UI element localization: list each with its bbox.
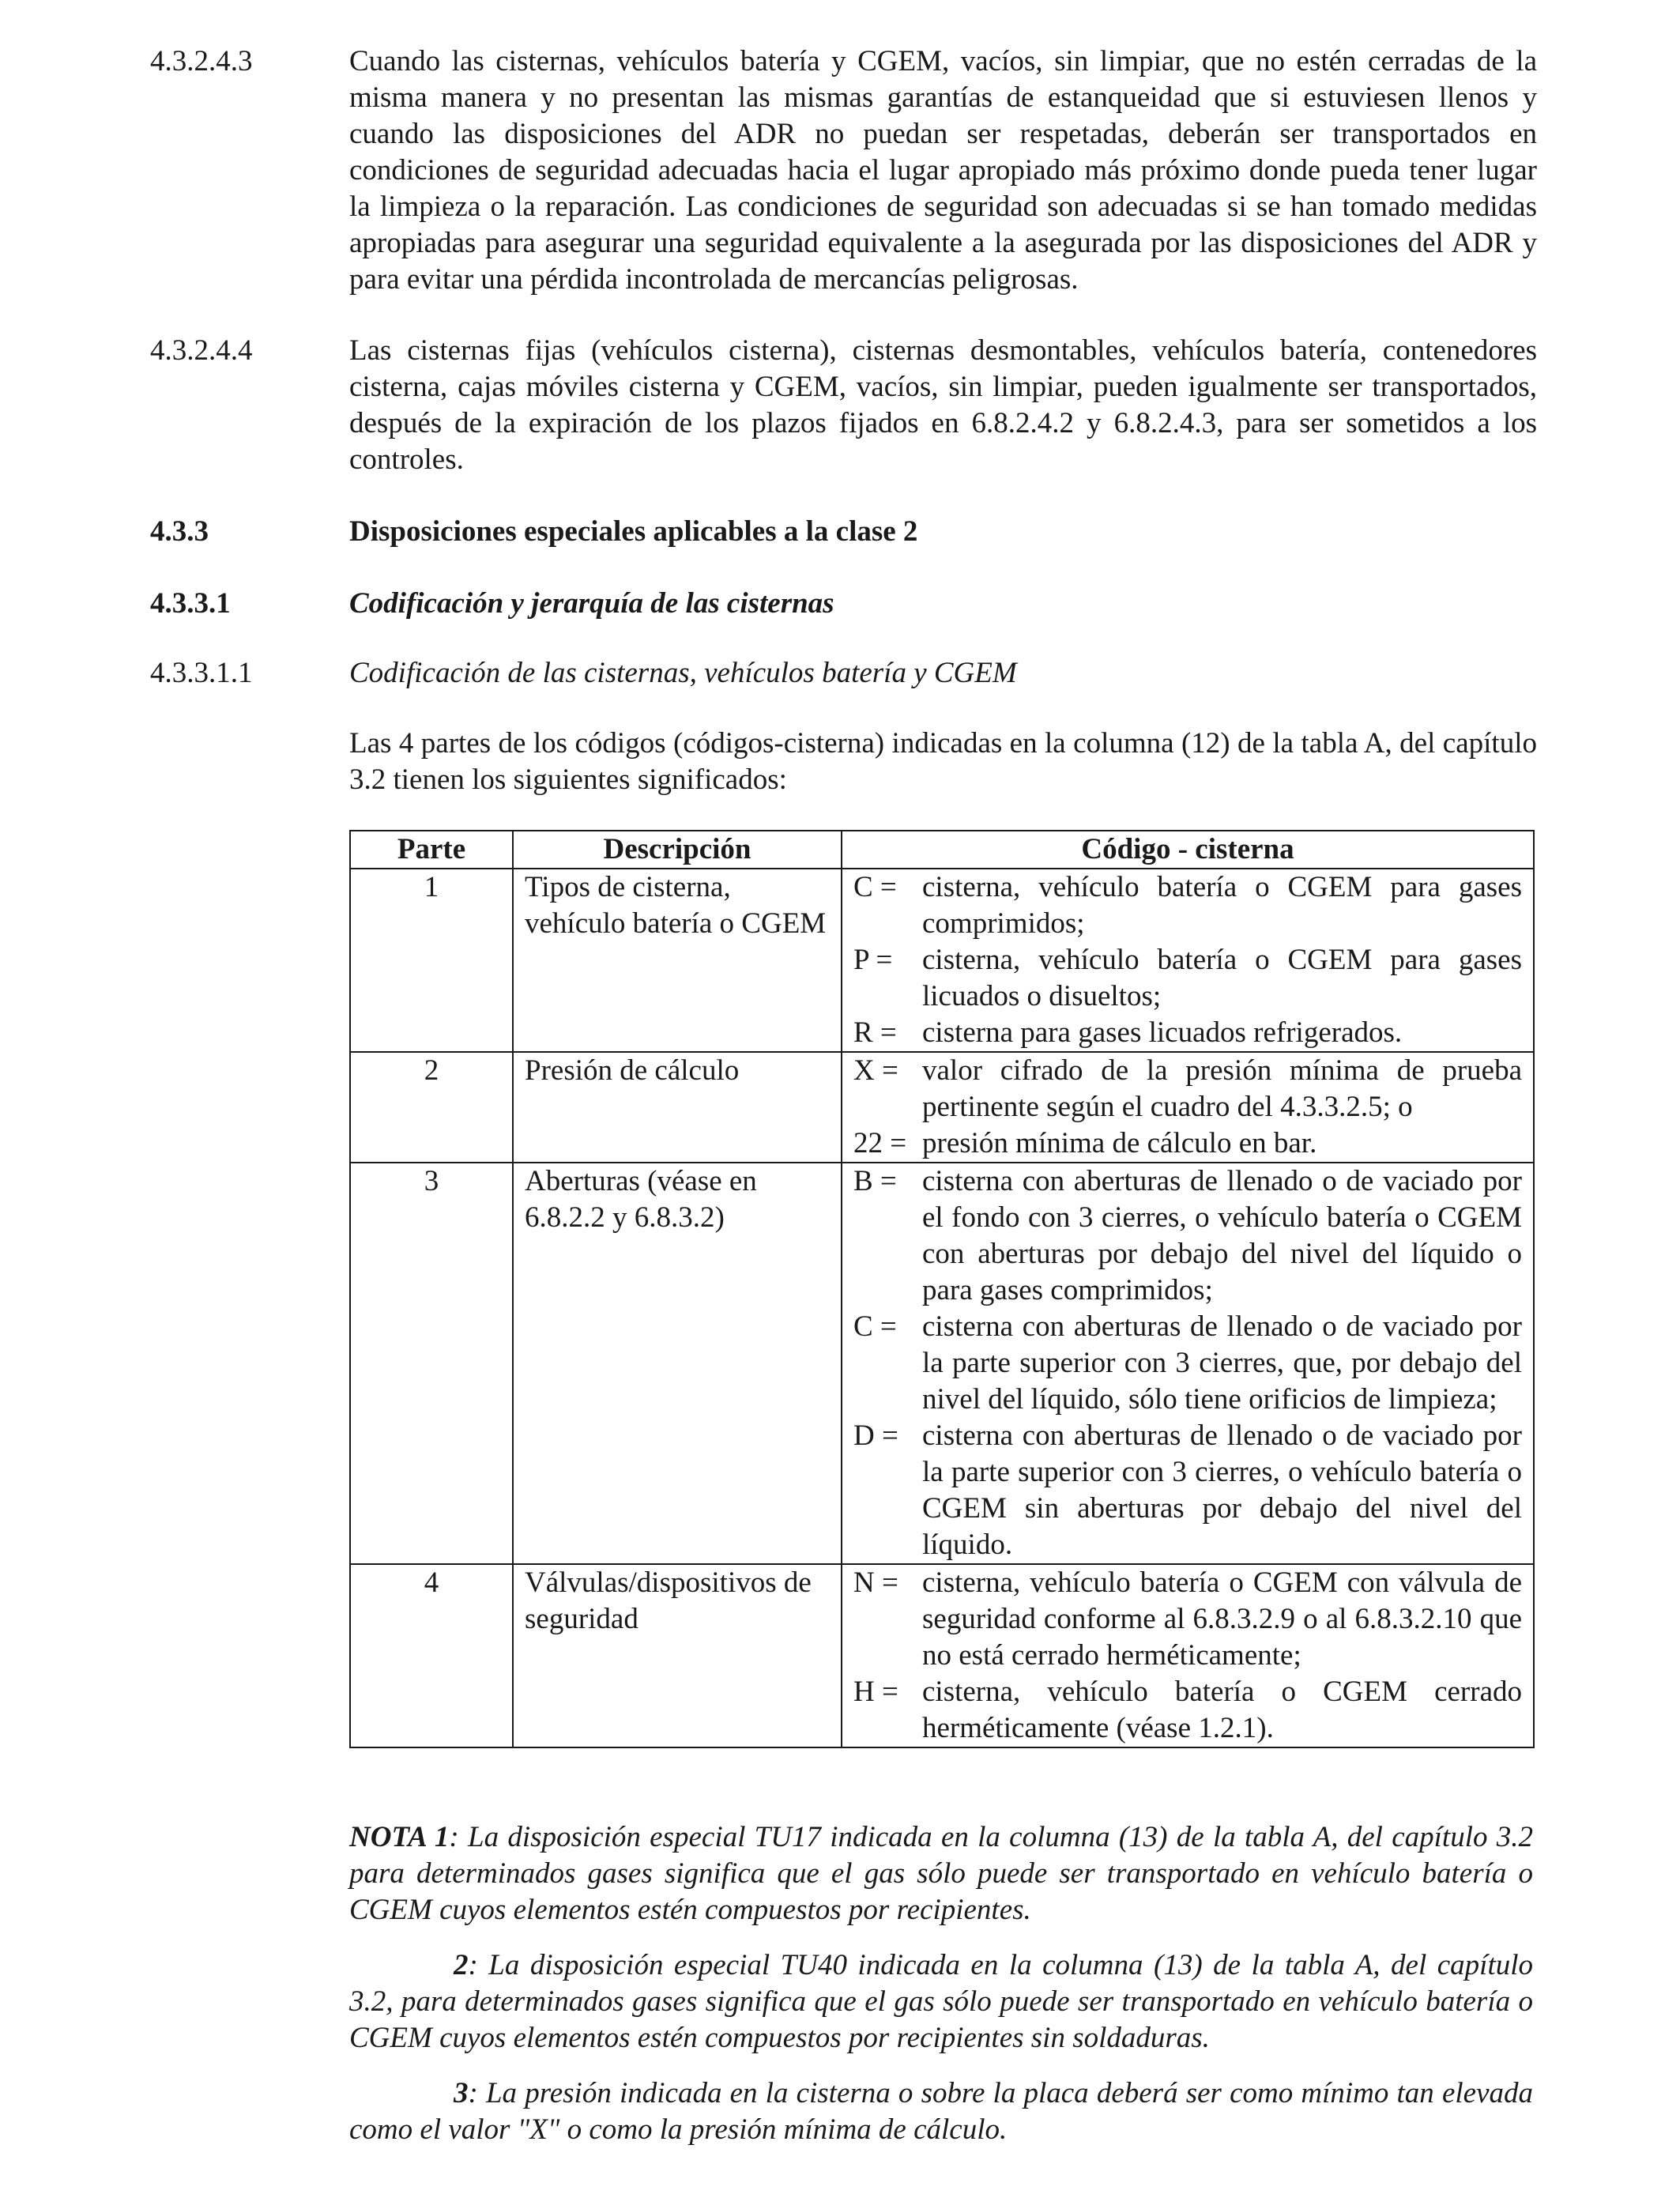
parte-cell: 4 bbox=[350, 1564, 513, 1747]
code-entry bbox=[853, 942, 1522, 1015]
section-number: 4.3.3.1 bbox=[150, 587, 231, 620]
paragraph-text: Cuando las cisternas, vehículos batería y CGEM, vacíos, sin limpiar, que no estén cerradas de la misma manera y no presentan las mismas garantías de estanqueidad que si estuviesen llenos y cuando las disposiciones del ADR no puedan ser respetadas, deberán ser transportados en condiciones de seguridad adecuadas hacia el lugar apropiado más próximo donde pueda tener lugar la limpieza o la reparación. Las condiciones de seguridad son adecuadas si se han tomado medidas apropiadas para asegurar una seguridad equivalente a la asegurada por las disposiciones del ADR y para evitar una pérdida incontrolada de mercancías peligrosas. bbox=[349, 45, 1537, 296]
table-row bbox=[350, 869, 1534, 1052]
description-cell: Aberturas (véase en 6.8.2.2 y 6.8.3.2) bbox=[513, 1163, 842, 1564]
code-text: cisterna, vehículo batería o CGEM cerrado herméticamente (véase 1.2.1). bbox=[922, 1676, 1522, 1744]
code-key: D = bbox=[853, 1419, 898, 1452]
table-row bbox=[350, 1163, 1534, 1564]
code-text: cisterna, vehículo batería o CGEM para gases licuados o disueltos; bbox=[922, 944, 1522, 1012]
code-text: presión mínima de cálculo en bar. bbox=[922, 1127, 1317, 1159]
code-entry bbox=[853, 1309, 1522, 1418]
code-key: R = bbox=[853, 1016, 897, 1049]
code-text: cisterna para gases licuados refrigerados. bbox=[922, 1016, 1403, 1049]
paragraph-text: Las cisternas fijas (vehículos cisterna), cisternas desmontables, vehículos batería, contenedores cisterna, cajas móviles cisterna y CGEM, vacíos, sin limpiar, pueden igualmente ser transportados, después de la expiración de los plazos fijados en 6.8.2.4.2 y 6.8.2.4.3, para ser sometidos a los controles. bbox=[349, 334, 1537, 476]
note-lead: 2 bbox=[454, 1949, 469, 1981]
code-cell bbox=[842, 1052, 1534, 1163]
note-text: : La disposición especial TU17 indicada en la columna (13) de la tabla A, del capítulo 3.2 para determinados gases significa que el gas sólo puede ser transportado en vehículo batería o CGEM cuyos elementos estén compuestos por recipientes. bbox=[349, 1821, 1534, 1926]
code-text: cisterna con aberturas de llenado o de vaciado por la parte superior con 3 cierres, que, por debajo del nivel del líquido, sólo tiene orificios de limpieza; bbox=[922, 1310, 1522, 1416]
intro-paragraph bbox=[150, 726, 1537, 798]
description-cell: Presión de cálculo bbox=[513, 1052, 842, 1163]
table-row bbox=[350, 1052, 1534, 1163]
code-entry bbox=[853, 1674, 1522, 1747]
parte-cell: 3 bbox=[350, 1163, 513, 1564]
code-text: cisterna, vehículo batería o CGEM con válvula de seguridad conforme al 6.8.3.2.9 o al 6.8.3.2.10 que no está cerrado herméticamente; bbox=[922, 1566, 1522, 1672]
header-parte: Parte bbox=[350, 831, 513, 869]
code-entry bbox=[853, 1015, 1522, 1051]
cistern-code-table bbox=[349, 830, 1535, 1748]
code-entry bbox=[853, 1053, 1522, 1125]
code-text: valor cifrado de la presión mínima de prueba pertinente según el cuadro del 4.3.3.2.5; o bbox=[922, 1054, 1522, 1123]
code-entry bbox=[853, 1418, 1522, 1563]
code-key: H = bbox=[853, 1676, 898, 1708]
description-cell: Válvulas/dispositivos de seguridad bbox=[513, 1564, 842, 1747]
section-number: 4.3.2.4.4 bbox=[150, 334, 253, 367]
paragraph-4-3-2-4-4 bbox=[150, 333, 1537, 478]
header-codigo: Código - cisterna bbox=[842, 831, 1534, 869]
table-header-row bbox=[350, 831, 1534, 869]
description-cell: Tipos de cisterna, vehículo batería o CGEM bbox=[513, 869, 842, 1052]
code-cell bbox=[842, 1163, 1534, 1564]
code-cell bbox=[842, 1564, 1534, 1747]
code-cell bbox=[842, 869, 1534, 1052]
code-entry bbox=[853, 1565, 1522, 1674]
section-number: 4.3.3.1.1 bbox=[150, 657, 253, 689]
code-key: B = bbox=[853, 1165, 897, 1197]
intro-text: Las 4 partes de los códigos (códigos-cisterna) indicadas en la columna (12) de la tabla A, del capítulo 3.2 tienen los siguientes significados: bbox=[349, 727, 1537, 796]
parte-cell: 1 bbox=[350, 869, 513, 1052]
heading-4-3-3 bbox=[150, 514, 1537, 550]
code-key: X = bbox=[853, 1054, 898, 1087]
parte-cell: 2 bbox=[350, 1052, 513, 1163]
heading-text: Codificación y jerarquía de las cisternas bbox=[349, 587, 834, 620]
code-key: P = bbox=[853, 944, 893, 976]
note-lead: NOTA 1 bbox=[349, 1821, 450, 1853]
note-lead: 3 bbox=[454, 2077, 469, 2109]
heading-text: Disposiciones especiales aplicables a la clase 2 bbox=[349, 515, 918, 548]
code-key: N = bbox=[853, 1566, 898, 1599]
code-key: C = bbox=[853, 871, 897, 903]
code-text: cisterna con aberturas de llenado o de vaciado por el fondo con 3 cierres, o vehículo batería o CGEM con aberturas por debajo del nivel del líquido o para gases comprimidos; bbox=[922, 1165, 1522, 1306]
note-3 bbox=[349, 2075, 1533, 2148]
code-text: cisterna con aberturas de llenado o de vaciado por la parte superior con 3 cierres, o vehículo batería o CGEM sin aberturas por debajo del nivel del líquido. bbox=[922, 1419, 1522, 1561]
header-descripcion: Descripción bbox=[513, 831, 842, 869]
paragraph-4-3-2-4-3 bbox=[150, 43, 1537, 298]
section-number: 4.3.2.4.3 bbox=[150, 45, 253, 77]
code-key: 22 = bbox=[853, 1127, 907, 1159]
code-entry bbox=[853, 1163, 1522, 1309]
section-number: 4.3.3 bbox=[150, 515, 209, 548]
code-entry bbox=[853, 869, 1522, 942]
code-key: C = bbox=[853, 1310, 897, 1343]
table-row bbox=[350, 1564, 1534, 1747]
note-2 bbox=[349, 1947, 1533, 2056]
heading-text: Codificación de las cisternas, vehículos batería y CGEM bbox=[349, 657, 1017, 689]
note-text: : La presión indicada en la cisterna o sobre la placa deberá ser como mínimo tan elevada como el valor "X" o como la presión mínima de cálculo. bbox=[349, 2077, 1533, 2146]
code-text: cisterna, vehículo batería o CGEM para gases comprimidos; bbox=[922, 871, 1522, 940]
heading-4-3-3-1-1 bbox=[150, 655, 1537, 692]
note-1 bbox=[349, 1819, 1533, 1928]
note-text: : La disposición especial TU40 indicada en la columna (13) de la tabla A, del capítulo 3.2, para determinados gases significa que el gas sólo puede ser transportado en vehículo batería o CGEM cuyos elementos estén compuestos por recipientes sin soldaduras. bbox=[349, 1949, 1533, 2054]
heading-4-3-3-1 bbox=[150, 586, 1537, 622]
code-entry bbox=[853, 1125, 1522, 1162]
